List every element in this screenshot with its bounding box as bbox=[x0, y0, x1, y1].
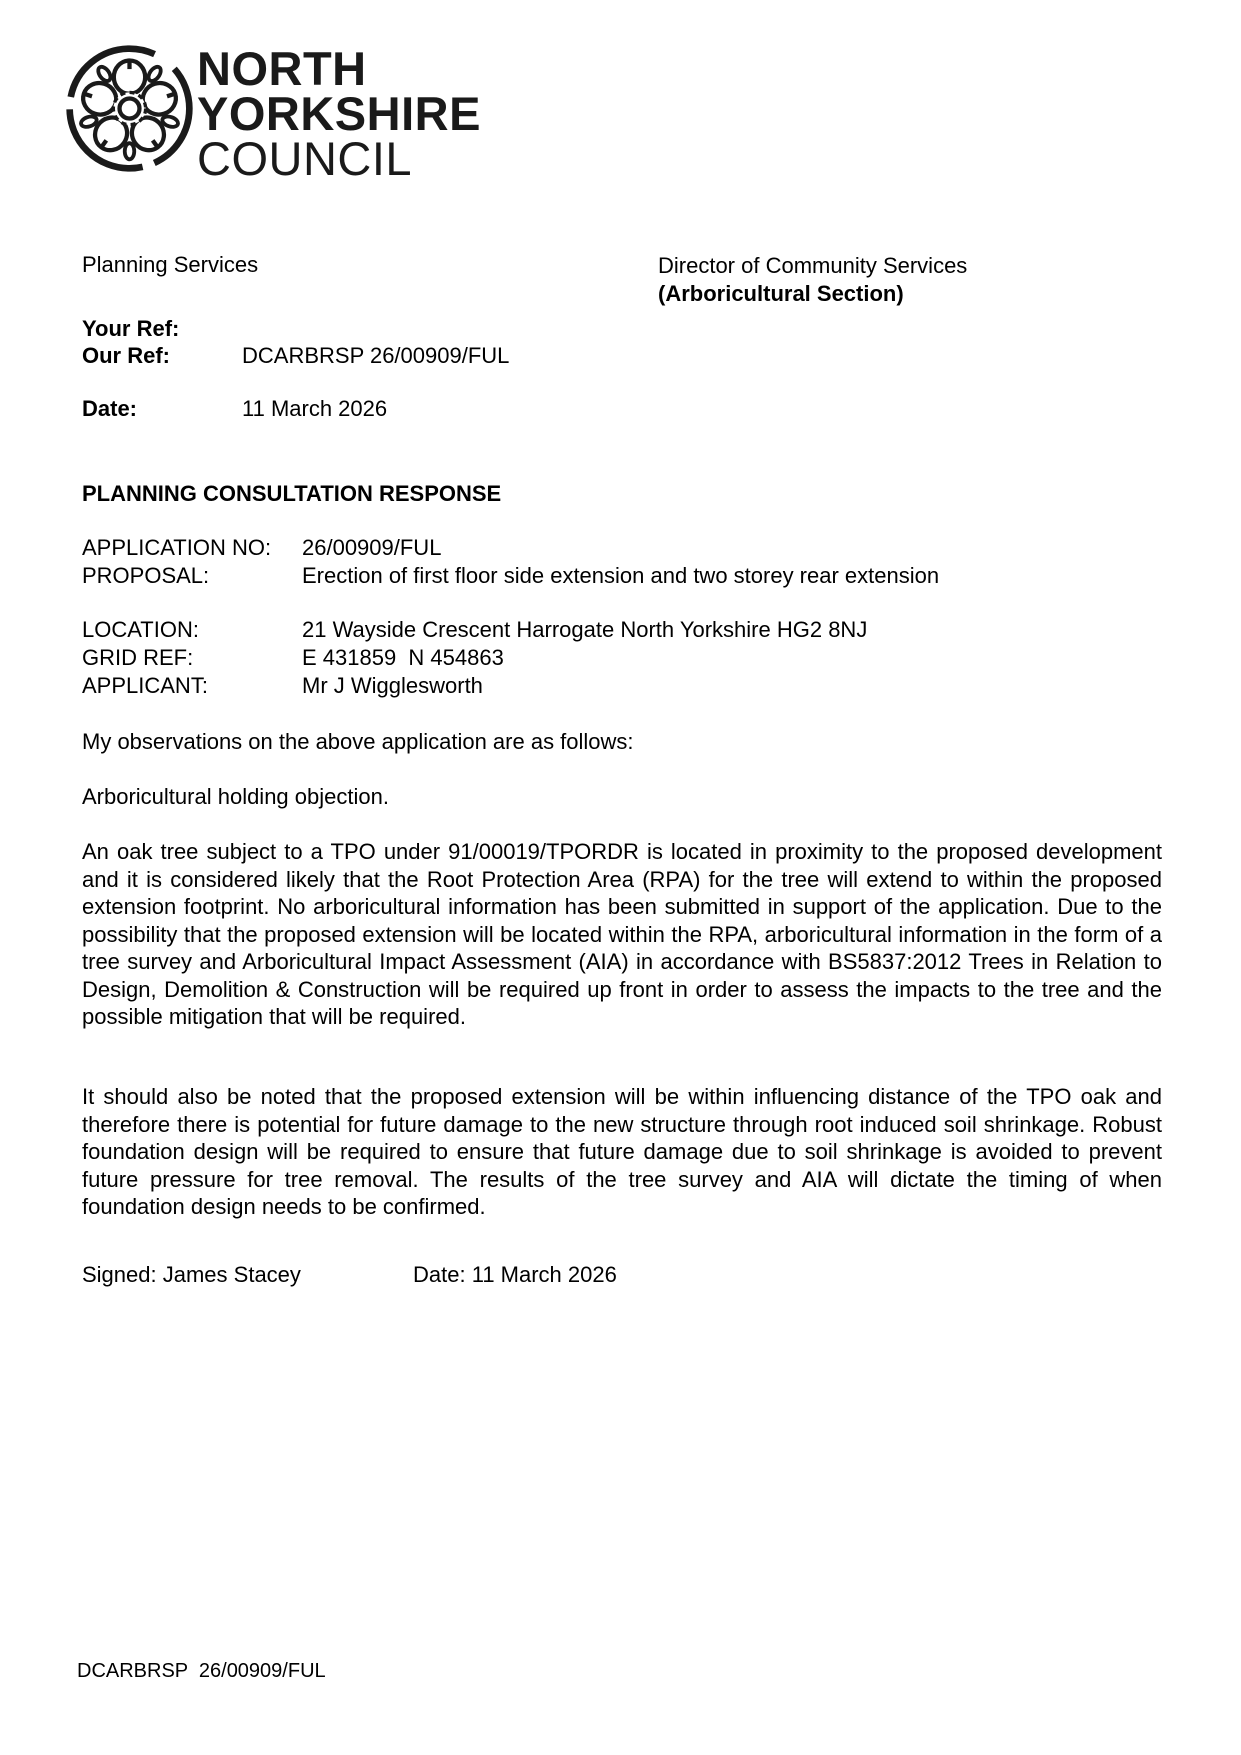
council-logo-wordmark bbox=[197, 42, 481, 185]
body-paragraph-2: It should also be noted that the proposed extension will be within influencing distance of the TPO oak and therefore there is potential for future damage to the new structure through root induced soil shrinkage. Robust foundation design will be required to ensure that future damage due to soil shrinkage is avoided to prevent future pressure for tree removal. The results of the tree survey and AIA will dictate the timing of when foundation design needs to be confirmed. bbox=[82, 1084, 1162, 1219]
body-paragraph-1: An oak tree subject to a TPO under 91/00019/TPORDR is located in proximity to the proposed development and it is considered likely that the Root Protection Area (RPA) for the tree will extend to within the proposed extension footprint. No arboricultural information has been submitted in support of the application. Due to the possibility that the proposed extension will be located within the RPA, arboricultural information in the form of a tree survey and Arboricultural Impact Assessment (AIA) in accordance with BS5837:2012 Trees in Relation to Design, Demolition & Construction will be required up front in order to assess the impacts to the tree and the possible mitigation that will be required. bbox=[82, 839, 1162, 1029]
location-value: 21 Wayside Crescent Harrogate North Yorkshire HG2 8NJ bbox=[302, 617, 868, 642]
document-title: PLANNING CONSULTATION RESPONSE bbox=[82, 481, 502, 506]
signature-date-value: 11 March 2026 bbox=[471, 1262, 617, 1287]
application-no-label: APPLICATION NO: bbox=[82, 535, 272, 560]
director-title: Director of Community Services bbox=[658, 253, 968, 278]
signed-label: Signed: bbox=[82, 1262, 157, 1287]
proposal-value: Erection of first floor side extension and two storey rear extension bbox=[302, 563, 940, 588]
council-rose-icon bbox=[63, 42, 196, 175]
director-section: (Arboricultural Section) bbox=[658, 281, 904, 306]
applicant-value: Mr J Wigglesworth bbox=[302, 673, 483, 698]
our-ref-label: Our Ref: bbox=[82, 343, 170, 368]
date-value: 11 March 2026 bbox=[242, 396, 388, 421]
proposal-label: PROPOSAL: bbox=[82, 563, 210, 588]
grid-ref-label: GRID REF: bbox=[82, 645, 194, 670]
logo-line-council: COUNCIL bbox=[197, 132, 413, 185]
our-ref-value: DCARBRSP 26/00909/FUL bbox=[242, 343, 510, 368]
observations-intro: My observations on the above application are as follows: bbox=[82, 729, 634, 754]
signed-line bbox=[82, 1261, 301, 1289]
your-ref-label: Your Ref: bbox=[82, 316, 180, 341]
applicant-label: APPLICANT: bbox=[82, 673, 208, 698]
signature-date-line bbox=[413, 1261, 617, 1289]
department-name: Planning Services bbox=[82, 252, 259, 277]
location-label: LOCATION: bbox=[82, 617, 199, 642]
logo-line-north: NORTH bbox=[197, 42, 367, 95]
grid-ref-value: E 431859 N 454863 bbox=[302, 645, 504, 670]
logo-line-yorkshire: YORKSHIRE bbox=[197, 87, 481, 140]
application-no-value: 26/00909/FUL bbox=[302, 535, 442, 560]
council-logo bbox=[63, 42, 481, 185]
footer-reference: DCARBRSP 26/00909/FUL bbox=[77, 1660, 326, 1682]
date-label: Date: bbox=[82, 396, 138, 421]
signature-date-label: Date: bbox=[413, 1262, 466, 1287]
signed-name: James Stacey bbox=[162, 1262, 301, 1287]
objection-statement: Arboricultural holding objection. bbox=[82, 784, 389, 809]
